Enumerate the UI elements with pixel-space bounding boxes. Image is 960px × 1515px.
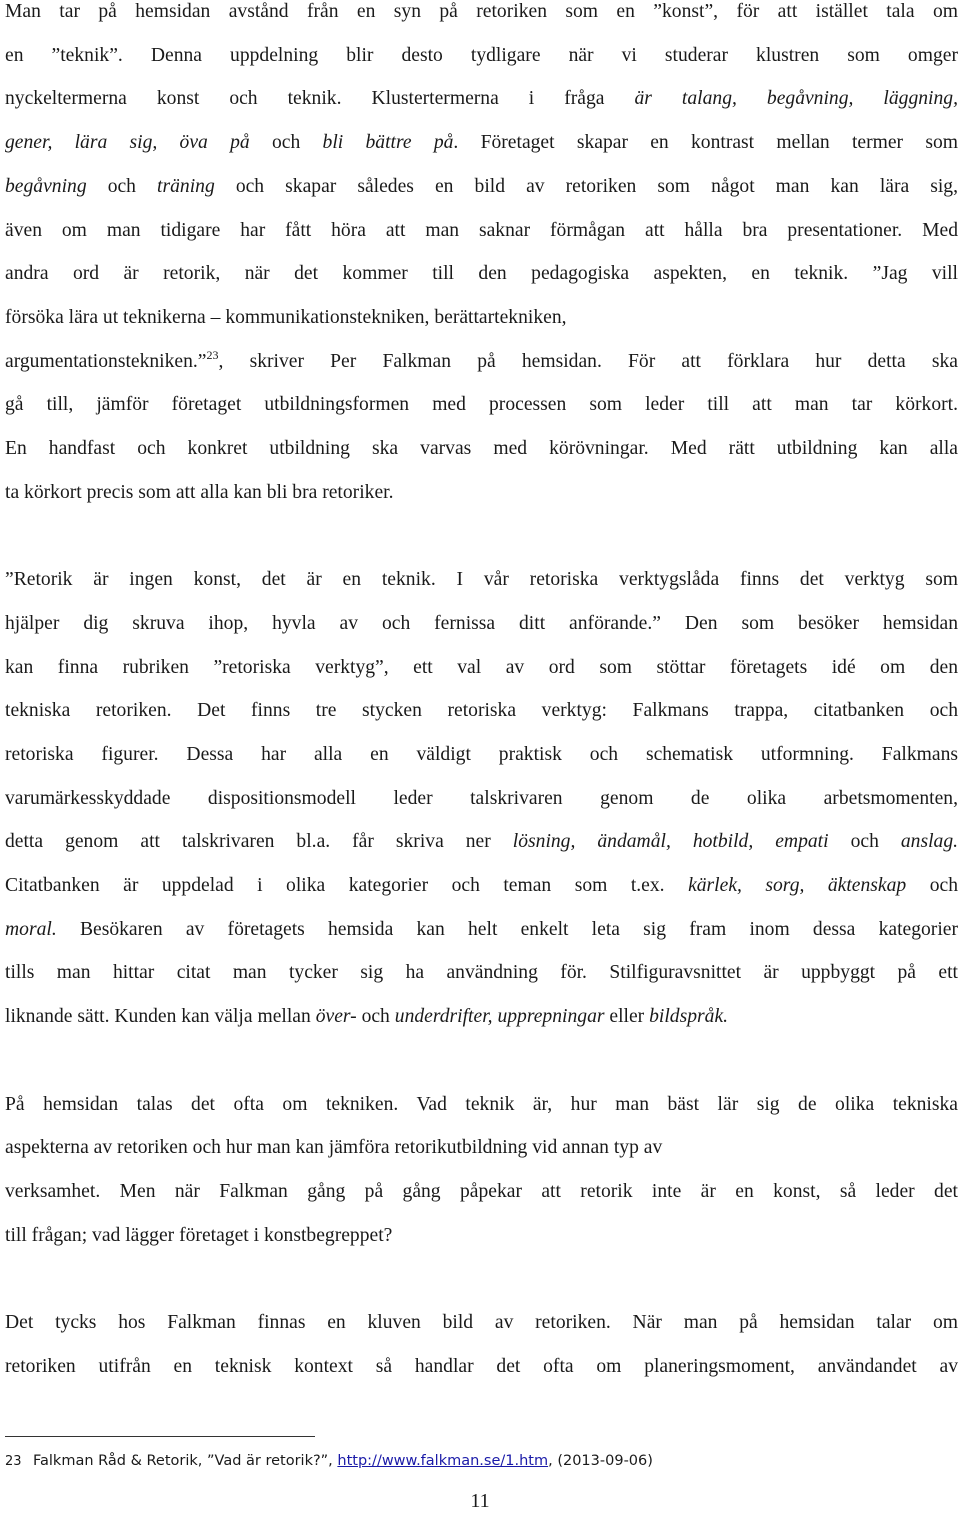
footnote-link[interactable]: http://www.falkman.se/1.htm xyxy=(337,1453,549,1469)
text-line: tekniska retoriken. Det finns tre stycken retoriska verktyg: Falkmans trappa, citatbanken och xyxy=(5,700,958,722)
text-line: försöka lära ut teknikerna – kommunikationstekniken, berättartekniken, xyxy=(5,306,567,328)
text-line: tills man hittar citat man tycker sig ha användning för. Stilfiguravsnittet är uppbyggt på ett xyxy=(5,962,958,984)
text-line: en ”teknik”. Denna uppdelning blir desto tydligare när vi studerar klustren som omger xyxy=(5,44,958,66)
text-line: hjälper dig skruva ihop, hyvla av och fernissa ditt anförande.” Den som besöker hemsidan xyxy=(5,612,958,634)
text-line: Det tycks hos Falkman finnas en kluven bild av retoriken. När man på hemsidan talar om xyxy=(5,1312,958,1334)
text-line: En handfast och konkret utbildning ska varvas med körövningar. Med rätt utbildning kan alla xyxy=(5,438,958,460)
text-line: Citatbanken är uppdelad i olika kategorier och teman som t.ex. kärlek, sorg, äktenskap och xyxy=(5,875,959,897)
text-line: På hemsidan talas det ofta om tekniken. Vad teknik är, hur man bäst lär sig de olika tekniska xyxy=(5,1093,958,1115)
body-text xyxy=(5,0,958,1388)
paragraph-1 xyxy=(5,0,958,514)
page-number: 11 xyxy=(470,1490,490,1512)
text-line: andra ord är retorik, när det kommer till den pedagogiska aspekten, en teknik. ”Jag vill xyxy=(5,263,958,285)
text-line: gener, lära sig, öva på och bli bättre på. Företaget skapar en kontrast mellan termer som xyxy=(5,132,959,154)
text-line: retoriken utifrån en teknisk kontext så handlar det ofta om planeringsmoment, användandet av xyxy=(5,1355,958,1377)
text-line: aspekterna av retoriken och hur man kan jämföra retorikutbildning vid annan typ av xyxy=(5,1137,663,1159)
paragraph-2 xyxy=(5,558,958,1039)
text-line: till frågan; vad lägger företaget i konstbegreppet? xyxy=(5,1224,393,1246)
text-line: verksamhet. Men när Falkman gång på gång påpekar att retorik inte är en konst, så leder det xyxy=(5,1180,958,1202)
paragraph-gap xyxy=(5,514,958,558)
paragraph-4 xyxy=(5,1301,958,1388)
text-line: liknande sätt. Kunden kan välja mellan över- och underdrifter, upprepningar eller bildspråk. xyxy=(5,1006,729,1028)
text-line: detta genom att talskrivaren bl.a. får skriva ner lösning, ändamål, hotbild, empati och anslag. xyxy=(5,831,959,853)
footnote-date: , (2013-09-06) xyxy=(548,1453,653,1469)
footnote-number: 23 xyxy=(5,1454,22,1469)
text-line: begåvning och träning och skapar således en bild av retoriken som något man kan lära sig, xyxy=(5,175,958,197)
text-line: varumärkesskyddade dispositionsmodell leder talskrivaren genom de olika arbetsmomenten, xyxy=(5,787,958,809)
text-line: retoriska figurer. Dessa har alla en väldigt praktisk och schematisk utformning. Falkmans xyxy=(5,743,958,765)
footnote xyxy=(5,1450,945,1473)
footnote-separator xyxy=(5,1436,315,1437)
text-line: ta körkort precis som att alla kan bli bra retoriker. xyxy=(5,481,394,503)
paragraph-gap xyxy=(5,1257,958,1301)
paragraph-gap xyxy=(5,1039,958,1083)
text-line: även om man tidigare har fått höra att man saknar förmågan att hålla bra presentationer. Med xyxy=(5,219,958,241)
text-line: nyckeltermerna konst och teknik. Klustertermerna i fråga är talang, begåvning, läggning, xyxy=(5,88,958,110)
text-line: gå till, jämför företaget utbildningsformen med processen som leder till att man tar körkort. xyxy=(5,394,958,416)
paragraph-3 xyxy=(5,1083,958,1258)
footnote-ref: 23 xyxy=(206,347,219,362)
text-line: moral. Besökaren av företagets hemsida kan helt enkelt leta sig fram inom dessa kategorier xyxy=(5,918,958,940)
text-line: kan finna rubriken ”retoriska verktyg”, ett val av ord som stöttar företagets idé om den xyxy=(5,656,958,678)
text-line: argumentationstekniken.”$^{23}$, skriver Per Falkman på hemsidan. För att förklara hur detta ska xyxy=(5,347,958,372)
footnote-text: Falkman Råd & Retorik, ”Vad är retorik?”, xyxy=(33,1453,338,1469)
text-line: ”Retorik är ingen konst, det är en teknik. I vår retoriska verktygslåda finns det verktyg som xyxy=(5,569,958,591)
text-line: Man tar på hemsidan avstånd från en syn på retoriken som en ”konst”, för att istället tala om xyxy=(5,1,958,22)
